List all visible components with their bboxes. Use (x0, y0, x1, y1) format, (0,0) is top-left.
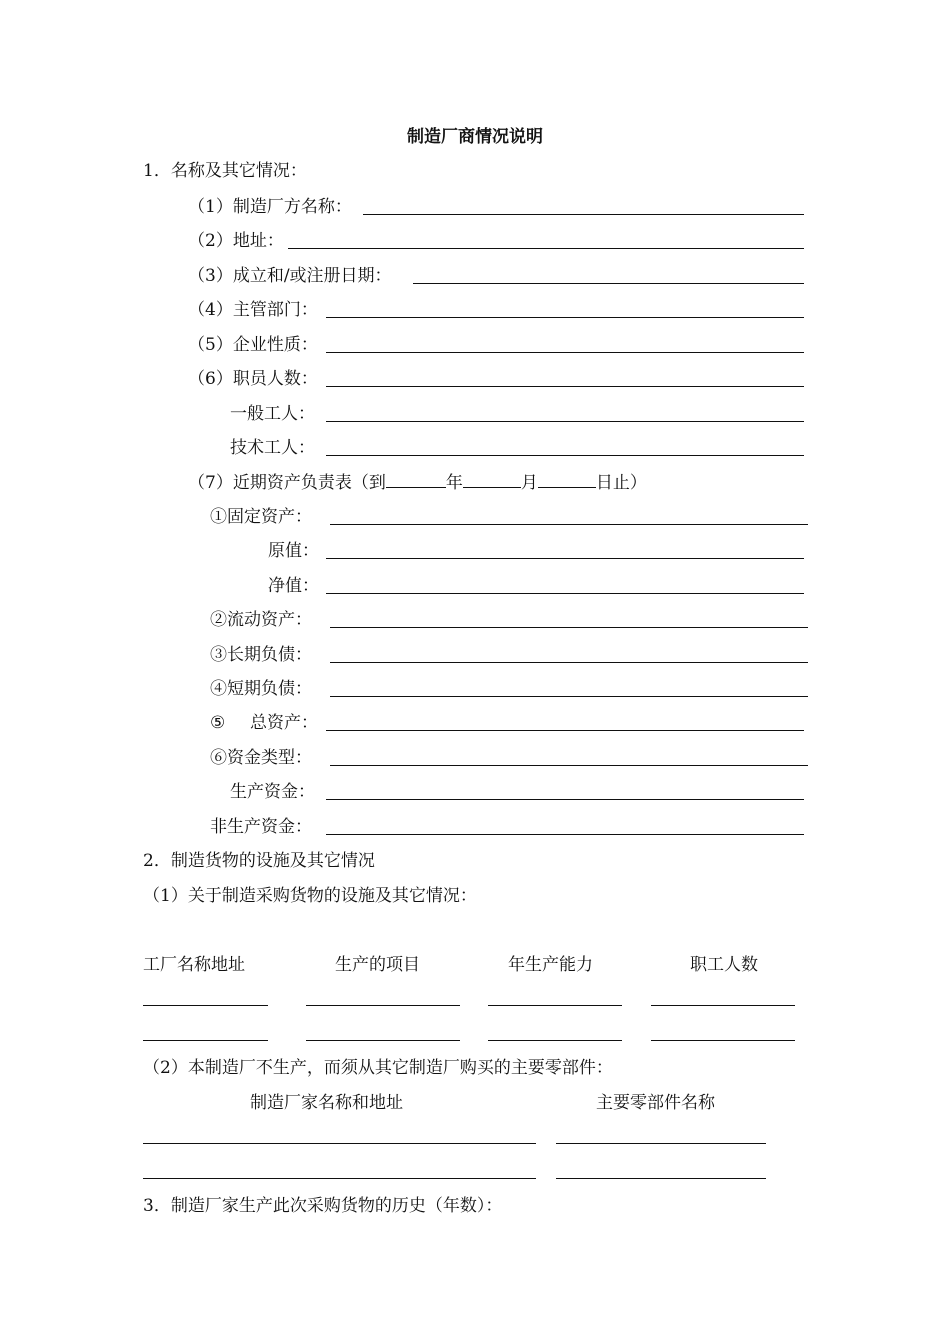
label-registration-date: （3）成立和/或注册日期： (188, 266, 392, 286)
label-month: 月 (520, 473, 538, 493)
field-production-capital[interactable] (326, 799, 804, 800)
label-current-assets: ②流动资产： (210, 610, 312, 630)
table2-header-parts: 主要零部件名称 (596, 1093, 715, 1113)
field-net-value[interactable] (326, 593, 804, 594)
field-tech-workers[interactable] (326, 455, 804, 456)
label-enterprise-nature: （5）企业性质： (188, 335, 318, 355)
label-fixed-assets: ①固定资产： (210, 507, 312, 527)
label-long-term-debt: ③长期负债： (210, 645, 312, 665)
balance-sheet-line (188, 471, 647, 494)
label-authority: （4）主管部门： (188, 300, 318, 320)
table2-cell[interactable] (143, 1143, 536, 1144)
table1-cell[interactable] (651, 1005, 795, 1006)
label-net-value: 净值： (268, 576, 319, 596)
section3-heading: 3．制造厂家生产此次采购货物的历史（年数）： (143, 1196, 503, 1216)
table1-header-capacity: 年生产能力 (508, 955, 593, 975)
field-enterprise-nature[interactable] (326, 352, 804, 353)
label-production-capital: 生产资金： (230, 782, 315, 802)
label-year: 年 (445, 473, 463, 493)
section2-sub2: （2）本制造厂不生产，而须从其它制造厂购买的主要零部件： (143, 1058, 613, 1078)
field-registration-date[interactable] (413, 283, 804, 284)
table2-cell[interactable] (556, 1143, 766, 1144)
field-authority[interactable] (326, 317, 804, 318)
field-staff-count[interactable] (326, 386, 804, 387)
field-year[interactable] (386, 471, 446, 488)
field-current-assets[interactable] (330, 627, 808, 628)
label-total-assets-number: ⑤ (210, 713, 226, 733)
table1-cell[interactable] (306, 1040, 460, 1041)
table1-cell[interactable] (651, 1040, 795, 1041)
section2-heading: 2．制造货物的设施及其它情况 (143, 851, 375, 871)
section1-heading: 1．名称及其它情况： (143, 161, 307, 181)
table1-cell[interactable] (143, 1040, 268, 1041)
table1-cell[interactable] (488, 1005, 622, 1006)
table1-cell[interactable] (143, 1005, 268, 1006)
field-address[interactable] (288, 248, 804, 249)
field-month[interactable] (463, 471, 521, 488)
table2-cell[interactable] (143, 1178, 536, 1179)
label-staff-count: （6）职员人数： (188, 369, 318, 389)
table1-header-products: 生产的项目 (335, 955, 420, 975)
page-title: 制造厂商情况说明 (407, 127, 543, 147)
label-general-workers: 一般工人： (230, 404, 315, 424)
field-original-value[interactable] (326, 558, 804, 559)
table1-cell[interactable] (488, 1040, 622, 1041)
field-day[interactable] (538, 471, 596, 488)
label-total-assets: 总资产： (250, 713, 318, 733)
table1-header-staff: 职工人数 (690, 955, 758, 975)
field-manufacturer-name[interactable] (363, 214, 804, 215)
label-day-end: 日止） (595, 473, 647, 493)
table1-cell[interactable] (306, 1005, 460, 1006)
label-balance-sheet: （7）近期资产负责表（到 (188, 473, 386, 493)
field-fixed-assets[interactable] (330, 524, 808, 525)
table1-header-factory: 工厂名称地址 (143, 955, 245, 975)
label-address: （2）地址： (188, 231, 284, 251)
field-total-assets[interactable] (326, 730, 804, 731)
label-capital-type: ⑥资金类型： (210, 748, 312, 768)
field-nonproduction-capital[interactable] (326, 834, 804, 835)
section2-sub1: （1）关于制造采购货物的设施及其它情况： (143, 886, 477, 906)
field-general-workers[interactable] (326, 421, 804, 422)
label-nonproduction-capital: 非生产资金： (210, 817, 312, 837)
label-short-term-debt: ④短期负债： (210, 679, 312, 699)
table2-header-manufacturer: 制造厂家名称和地址 (250, 1093, 403, 1113)
field-short-term-debt[interactable] (330, 696, 808, 697)
label-tech-workers: 技术工人： (230, 438, 315, 458)
label-manufacturer-name: （1）制造厂方名称： (188, 197, 352, 217)
field-capital-type[interactable] (330, 765, 808, 766)
field-long-term-debt[interactable] (330, 662, 808, 663)
label-original-value: 原值： (268, 541, 319, 561)
table2-cell[interactable] (556, 1178, 766, 1179)
